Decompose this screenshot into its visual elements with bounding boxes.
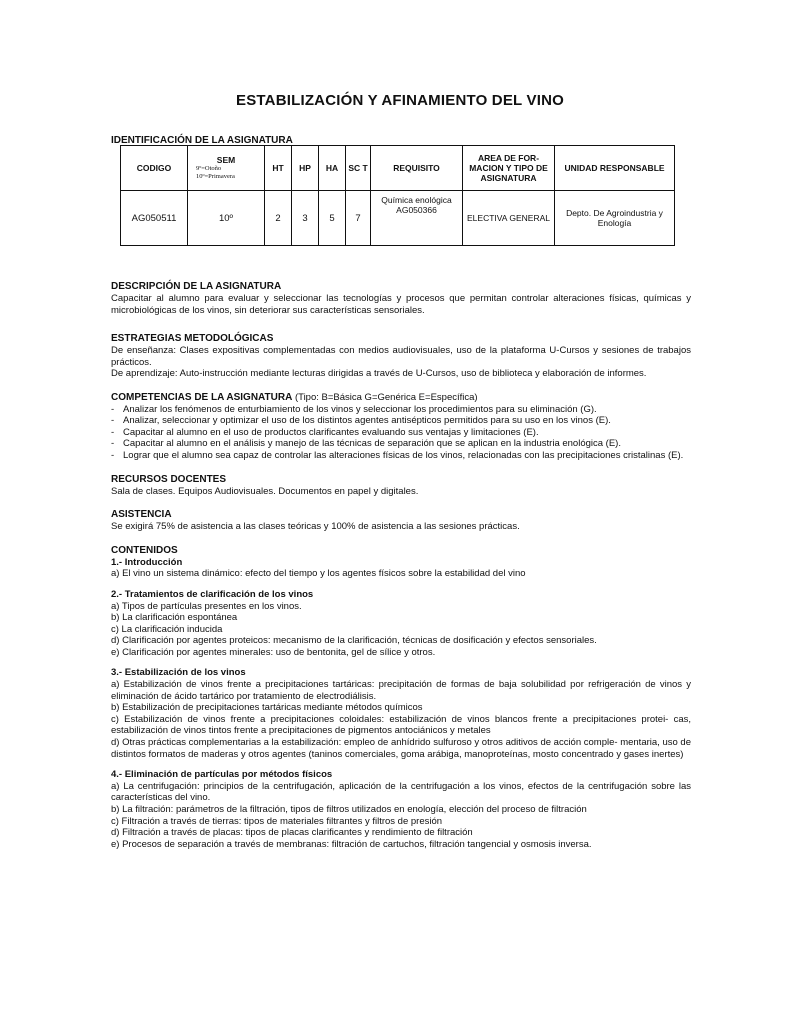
list-item: b) Estabilización de precipitaciones tartáricas mediante métodos químicos — [111, 702, 423, 714]
header-sem-note-1: 9º=Otoño — [196, 165, 222, 172]
list-item: b) La clarificación espontánea — [111, 612, 238, 624]
table-header-row — [121, 146, 675, 191]
header-ha: HA — [319, 146, 346, 191]
unit-title: 4.- Eliminación de partículas por métodos físicos — [111, 769, 333, 781]
list-item: - Analizar los fenómenos de enturbiamiento de los vinos y seleccionar los procedimientos para su eliminación (G). — [111, 404, 691, 416]
unit-title: 3.- Estabilización de los vinos — [111, 667, 246, 679]
list-item: d) Filtración a través de placas: tipos de placas clarificantes y rendimiento de filtración — [111, 827, 473, 839]
list-item: d) Clarificación por agentes proteicos: mecanismo de la clarificación, técnicas de dosificación y efectos sensoriales. — [111, 635, 597, 647]
estrategias-body — [111, 345, 691, 380]
competencias-tipo: (Tipo: B=Básica G=Genérica E=Específica) — [294, 391, 478, 403]
list-item: c) Filtración a través de tierras: tipos de materiales filtrantes y filtros de presión — [111, 815, 443, 827]
list-item: c) La clarificación inducida — [111, 623, 223, 635]
list-item: - Capacitar al alumno en el uso de productos clarificantes evaluando sus ventajas y limitaciones (E). — [111, 427, 691, 439]
asistencia-heading: ASISTENCIA — [111, 509, 172, 521]
list-item: a) La centrifugación: principios de la centrifugación, aplicación de la centrifugación a los vinos, efectos de la centrifugación sobre las características del vino. — [111, 780, 691, 804]
identificacion-heading: IDENTIFICACIÓN DE LA ASIGNATURA — [111, 135, 293, 146]
table-row — [121, 191, 675, 246]
list-item: a) Estabilización de vinos frente a precipitaciones tartáricas: precipitación de formas de baja solubilidad por refrigeración de vinos y eliminación de ácido tartárico por tratamiento de electrodiálisis. — [111, 679, 691, 702]
unit-1 — [111, 557, 691, 580]
descripcion-text: Capacitar al alumno para evaluar y seleccionar las tecnologías y procesos que permitan controlar alteraciones físicas, químicas y microbiológicas de los vinos, sin deteriorar sus características sensoriales. — [111, 293, 691, 316]
header-hp: HP — [292, 146, 319, 191]
cell-ha: 5 — [319, 191, 346, 246]
unit-title: 2.- Tratamientos de clarificación de los vinos — [111, 588, 314, 600]
competencias-heading: COMPETENCIAS DE LA ASIGNATURA — [111, 391, 293, 403]
cell-hp: 3 — [292, 191, 319, 246]
recursos-heading: RECURSOS DOCENTES — [111, 473, 227, 485]
unit-4 — [111, 769, 691, 850]
cell-ht: 2 — [265, 191, 292, 246]
asistencia-text: Se exigirá 75% de asistencia a las clases teóricas y 100% de asistencia a las sesiones prácticas. — [111, 521, 520, 533]
list-item: a) Tipos de partículas presentes en los vinos. — [111, 600, 302, 612]
competencias-block — [111, 392, 691, 462]
unit-3 — [111, 667, 691, 760]
list-item: - Capacitar al alumno en el análisis y manejo de las técnicas de separación que se aplican en la industria enológica (E). — [111, 438, 691, 450]
estrategias-heading: ESTRATEGIAS METODOLÓGICAS — [111, 333, 274, 345]
list-item: a) El vino un sistema dinámico: efecto del tiempo y los agentes físicos sobre la estabilidad del vino — [111, 568, 526, 580]
unit-title: 1.- Introducción — [111, 556, 183, 568]
list-item: b) La filtración: parámetros de la filtración, tipos de filtros utilizados en enología, elección del proceso de filtración — [111, 804, 587, 815]
list-item: c) Estabilización de vinos frente a precipitaciones coloidales: estabilización de vinos blancos frente a precipitaciones protei- cas, estabilización de vinos tintos frente a precipitaciones de pigmentos antociánicos y metales — [111, 713, 691, 737]
document-body — [111, 281, 691, 850]
list-item: e) Procesos de separación a través de membranas: filtración de cartuchos, filtración tangencial y osmosis inversa. — [111, 838, 592, 850]
header-unidad: UNIDAD RESPONSABLE — [555, 146, 675, 191]
cell-unidad: Depto. De Agroindustria y Enología — [555, 191, 675, 246]
asignatura-table — [120, 145, 675, 246]
header-area: AREA DE FOR- MACION Y TIPO DE ASIGNATURA — [463, 146, 555, 191]
descripcion-heading: DESCRIPCIÓN DE LA ASIGNATURA — [111, 281, 282, 292]
estrategias-ensenanza: De enseñanza: Clases expositivas complementadas con medios audiovisuales, uso de la plataforma U-Cursos y sesiones de trabajos prácticos. — [111, 345, 691, 368]
list-item: - Lograr que el alumno sea capaz de controlar las alteraciones físicas de los vinos, relacionadas con las precipitaciones cristalinas (E). — [111, 450, 691, 462]
document-title: ESTABILIZACIÓN Y AFINAMIENTO DEL VINO — [236, 92, 564, 109]
cell-sem: 10º — [188, 191, 265, 246]
cell-area: ELECTIVA GENERAL — [463, 191, 555, 246]
header-sct: SC T — [346, 146, 371, 191]
header-codigo: CODIGO — [121, 146, 188, 191]
header-requisito: REQUISITO — [371, 146, 463, 191]
header-sem-note-2: 10º=Primavera — [196, 173, 235, 180]
header-sem-label: SEM — [216, 155, 236, 165]
cell-requisito: Química enológica AG050366 — [371, 191, 463, 246]
list-item: - Analizar, seleccionar y optimizar el uso de los distintos agentes antisépticos permitidos para su uso en los vinos (E). — [111, 415, 691, 427]
cell-codigo: AG050511 — [121, 191, 188, 246]
list-item: d) Otras prácticas complementarias a la estabilización: empleo de anhídrido sulfuroso y otros aditivos de acción comple- mentaria, uso de distintos formatos de maderas y otros agentes (taninos comerciales, goma arábiga, manoproteínas, mosto concentrado y gases inertes) — [111, 737, 691, 760]
estrategias-aprendizaje: De aprendizaje: Auto-instrucción mediante lecturas dirigidas a través de U-Cursos, uso de biblioteca y elaboración de informes. — [111, 368, 647, 380]
header-sem — [188, 146, 265, 191]
list-item: e) Clarificación por agentes minerales: uso de bentonita, gel de sílice y otros. — [111, 646, 436, 658]
contenidos-heading: CONTENIDOS — [111, 544, 178, 556]
unit-2 — [111, 589, 691, 659]
cell-sct: 7 — [346, 191, 371, 246]
competencias-list — [111, 404, 691, 462]
recursos-text: Sala de clases. Equipos Audiovisuales. Documentos en papel y digitales. — [111, 485, 419, 497]
header-ht: HT — [265, 146, 292, 191]
